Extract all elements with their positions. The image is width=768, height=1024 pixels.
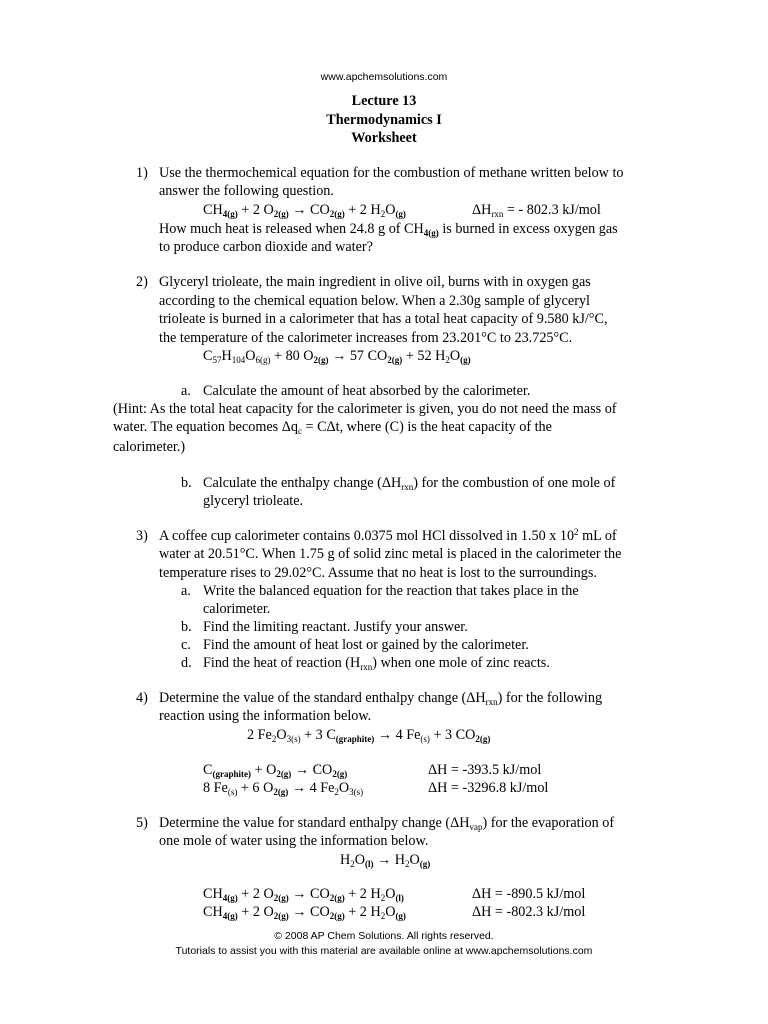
question-text: Determine the value for standard enthalpy change $(\Delta H_{vap})$ for the evaporation of — [159, 815, 615, 832]
part-text: glyceryl trioleate. — [203, 493, 304, 509]
part-text: Calculate the enthalpy change $(\Delta H_{rxn})$ for the combustion of one mole of — [203, 475, 616, 492]
website-url: www.apchemsolutions.com — [320, 71, 448, 83]
part-label: d. — [181, 655, 192, 671]
question-text: Glyceryl trioleate, the main ingredient in olive oil, burns with in oxygen gas — [159, 274, 591, 290]
question-text: one mole of water using the information below. — [159, 833, 429, 849]
part-label: c. — [181, 637, 191, 653]
question-text: Determine the value of the standard enthalpy change $(\Delta H_{rxn})$ for the following — [159, 690, 603, 707]
subject-title: Thermodynamics I — [326, 112, 442, 128]
question-text: How much heat is released when 24.8 g of $CH_{4(g)}$ is burned in excess oxygen gas — [159, 221, 618, 238]
equation: $CH_{4(g)} + 2$ $O_{2(g)} \to CO_{2(g)} + 2$ $H_2O_{(g)}$ — [203, 904, 406, 921]
part-label: b. — [181, 475, 192, 491]
part-text: Find the amount of heat lost or gained by the calorimeter. — [203, 637, 529, 653]
part-text: Calculate the amount of heat absorbed by the calorimeter. — [203, 383, 531, 399]
question-text: water at 20.51°C. When 1.75 g of solid zinc metal is placed in the calorimeter the — [159, 546, 622, 562]
question-text: answer the following question. — [159, 183, 334, 199]
equation: 2 $Fe_2O_{3(s)} + 3$ $C_{(graphite)} \to 4$ $Fe_{(s)} + 3$ $CO_{2(g)}$ — [247, 727, 491, 744]
part-label: a. — [181, 383, 191, 399]
equation: $C_{(graphite)} + O_{2(g)} \to CO_{2(g)}$ — [203, 762, 348, 779]
part-text: Write the balanced equation for the reaction that takes place in the — [203, 583, 579, 599]
hint-text: calorimeter.) — [113, 439, 186, 455]
tutorials-notice: Tutorials to assist you with this material are available online at www.apchemsolutions.com — [175, 945, 593, 957]
question-text: the temperature of the calorimeter increases from 23.201°C to 23.725°C. — [159, 330, 573, 346]
question-text: to produce carbon dioxide and water? — [159, 239, 373, 255]
question-text: Use the thermochemical equation for the combustion of methane written below to — [159, 165, 624, 181]
equation: $C_{57}H_{104}O_{6(g)} + 80$ $O_{2(g)} \to 57$ $CO_{2(g)} + 52$ $H_2O_{(g)}$ — [203, 348, 471, 365]
hint-text: (Hint: As the total heat capacity for the calorimeter is given, you do not need the mass of — [113, 401, 617, 417]
equation: $CH_{4(g)} + 2$ $O_{2(g)} \to CO_{2(g)} + 2$ $H_2O_{(l)}$ — [203, 886, 404, 903]
equation: $CH_{4(g)} + 2$ $O_{2(g)} \to CO_{2(g)} + 2$ $H_2O_{(g)}$ — [203, 202, 406, 219]
hint-text: water. The equation becomes $\Delta q_c = C\Delta t$, where (C) is the heat capacity of the — [113, 419, 552, 436]
worksheet-title: Worksheet — [351, 130, 417, 146]
enthalpy-value: ΔH = -890.5 kJ/mol — [472, 886, 586, 902]
lecture-title: Lecture 13 — [351, 93, 417, 109]
question-number: 3) — [136, 528, 148, 544]
question-text: temperature rises to 29.02°C. Assume that no heat is lost to the surroundings. — [159, 565, 597, 581]
equation: 8 $Fe_{(s)} + 6$ $O_{2(g)} \to 4$ $Fe_2O_{3(s)}$ — [203, 780, 364, 797]
question-number: 4) — [136, 690, 148, 706]
enthalpy-value: ΔH = -393.5 kJ/mol — [428, 762, 542, 778]
question-text: according to the chemical equation below. When a 2.30g sample of glyceryl — [159, 293, 590, 309]
enthalpy-value: ΔH = -802.3 kJ/mol — [472, 904, 586, 920]
equation: $H_2O_{(l)} \to H_2O_{(g)}$ — [340, 852, 431, 869]
question-text: reaction using the information below. — [159, 708, 372, 724]
copyright-notice: © 2008 AP Chem Solutions. All rights reserved. — [274, 930, 494, 942]
part-text: calorimeter. — [203, 601, 271, 617]
part-text: Find the limiting reactant. Justify your answer. — [203, 619, 468, 635]
part-label: b. — [181, 619, 192, 635]
question-text: A coffee cup calorimeter contains 0.0375 mol HCl dissolved in 1.50 x $10^2$ mL of — [159, 527, 617, 544]
enthalpy-value: ΔH = -3296.8 kJ/mol — [428, 780, 549, 796]
part-text: Find the heat of reaction $(H_{rxn})$ when one mole of zinc reacts. — [203, 655, 550, 672]
enthalpy-value: $\Delta H_{rxn}$ = - 802.3 kJ/mol — [472, 202, 601, 219]
question-number: 1) — [136, 165, 148, 181]
question-number: 2) — [136, 274, 148, 290]
question-text: trioleate is burned in a calorimeter that has a total heat capacity of 9.580 kJ/°C, — [159, 311, 608, 327]
question-number: 5) — [136, 815, 148, 831]
part-label: a. — [181, 583, 191, 599]
